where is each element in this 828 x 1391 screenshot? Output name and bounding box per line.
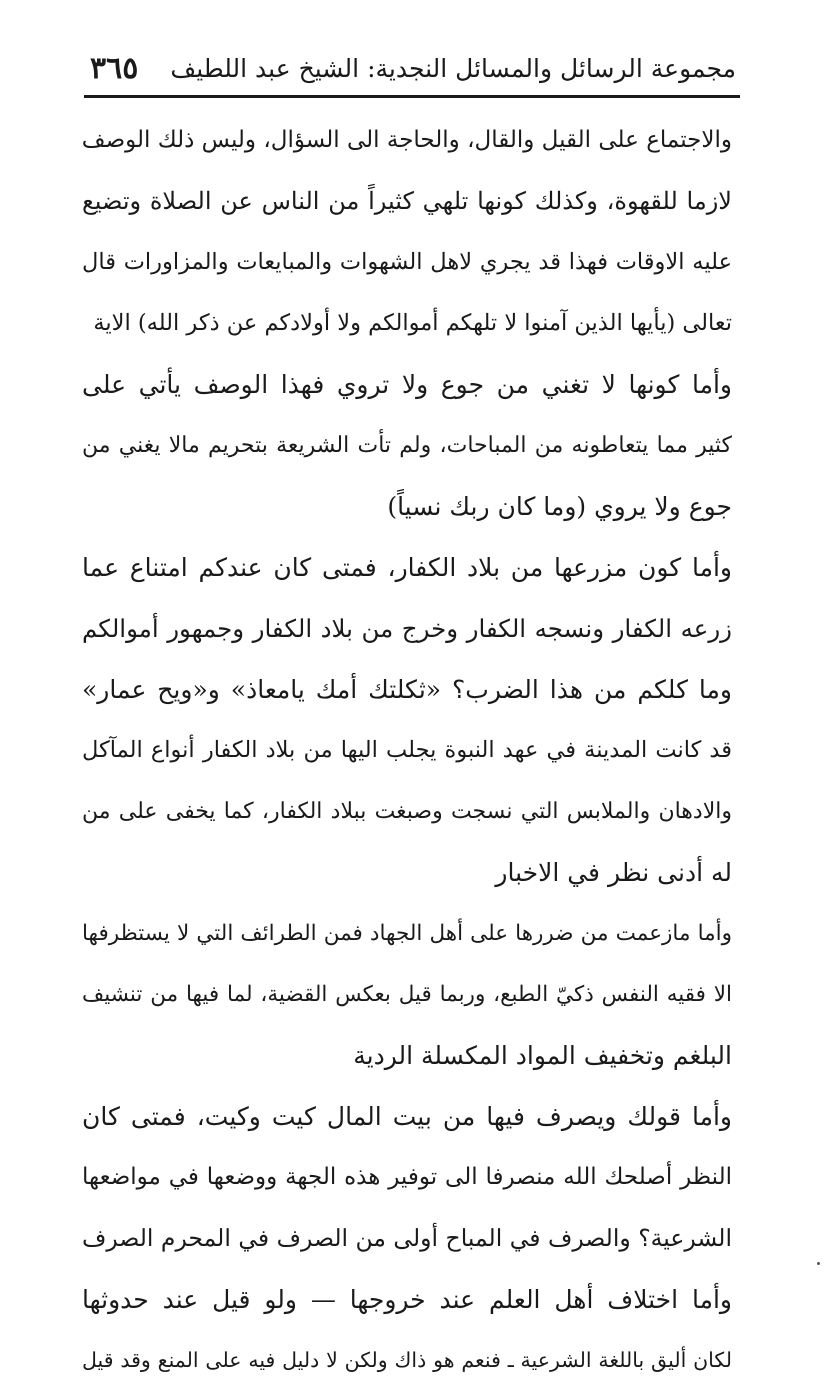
text-line: وأما كون مزرعها من بلاد الكفار، فمتى كان عندكم امتناع عما [82,553,732,582]
paragraph-1 [82,110,732,354]
text-line: لكان أليق باللغة الشرعية ـ فنعم هو ذاك ولكن لا دليل فيه على المنع وقد قيل [82,1348,732,1372]
text-line: وأما قولك ويصرف فيها من بيت المال كيت وكيت، فمتى كان [82,1102,732,1131]
text-line: وأما اختلاف أهل العلم عند خروجها — ولو قيل عند حدوثها [82,1285,732,1314]
text-line: والادهان والملابس التي نسجت وصبغت ببلاد الكفار، كما يخفى على من [82,799,732,824]
text-line: الا فقيه النفس ذكيّ الطبع، وربما قيل بعكس القضية، لما فيها من تنشيف [82,982,732,1007]
paragraph-3 [82,537,732,903]
paragraph-5 [82,1086,732,1269]
text-line: وأما مازعمت من ضررها على أهل الجهاد فمن الطرائف التي لا يستظرفها [82,921,732,946]
body-text [82,110,732,1391]
text-line: والاجتماع على القيل والقال، والحاجة الى السؤال، وليس ذلك الوصف [82,127,732,153]
text-line: كثير مما يتعاطونه من المباحات، ولم تأت الشريعة بتحريم مالا يغني من [82,433,732,458]
header-rule [84,95,740,98]
text-line: الشرعية؟ والصرف في المباح أولى من الصرف في المحرم الصرف [82,1224,732,1252]
page-header [90,44,736,92]
paragraph-2 [82,354,732,537]
paragraph-6 [82,1269,732,1391]
text-line: زرعه الكفار ونسجه الكفار وخرج من بلاد الكفار وجمهور أموالكم [82,614,732,643]
text-line: جوع ولا يروي (وما كان ربك نسياً) [387,492,732,521]
text-line: البلغم وتخفيف المواد المكسلة الردية [353,1041,732,1070]
paragraph-4 [82,903,732,1086]
running-title: مجموعة الرسائل والمسائل النجدية: الشيخ عبد اللطيف [170,53,736,83]
page-number: ٣٦٥ [90,50,139,86]
text-line: قد كانت المدينة في عهد النبوة يجلب اليها من بلاد الكفار أنواع المآكل [82,737,732,763]
text-line: وأما كونها لا تغني من جوع ولا تروي فهذا الوصف يأتي على [82,370,732,399]
text-line: النظر أصلحك الله منصرفا الى توفير هذه الجهة ووضعها في مواضعها [82,1164,732,1190]
text-line: له أدنى نظر في الاخبار [495,858,732,887]
text-line: لازما للقهوة، وكذلك كونها تلهي كثيراً من الناس عن الصلاة وتضيع [82,187,732,215]
text-line: وما كلكم من هذا الضرب؟ «ثكلتك أمك يامعاذ» و«ويح عمار» [82,675,732,704]
text-line: تعالى (يأيها الذين آمنوا لا تلهكم أموالكم ولا أولادكم عن ذكر الله) الاية [93,310,732,336]
text-line: عليه الاوقات فهذا قد يجري لاهل الشهوات والمبايعات والمزاورات قال [82,249,732,275]
margin-speck [817,1262,820,1265]
